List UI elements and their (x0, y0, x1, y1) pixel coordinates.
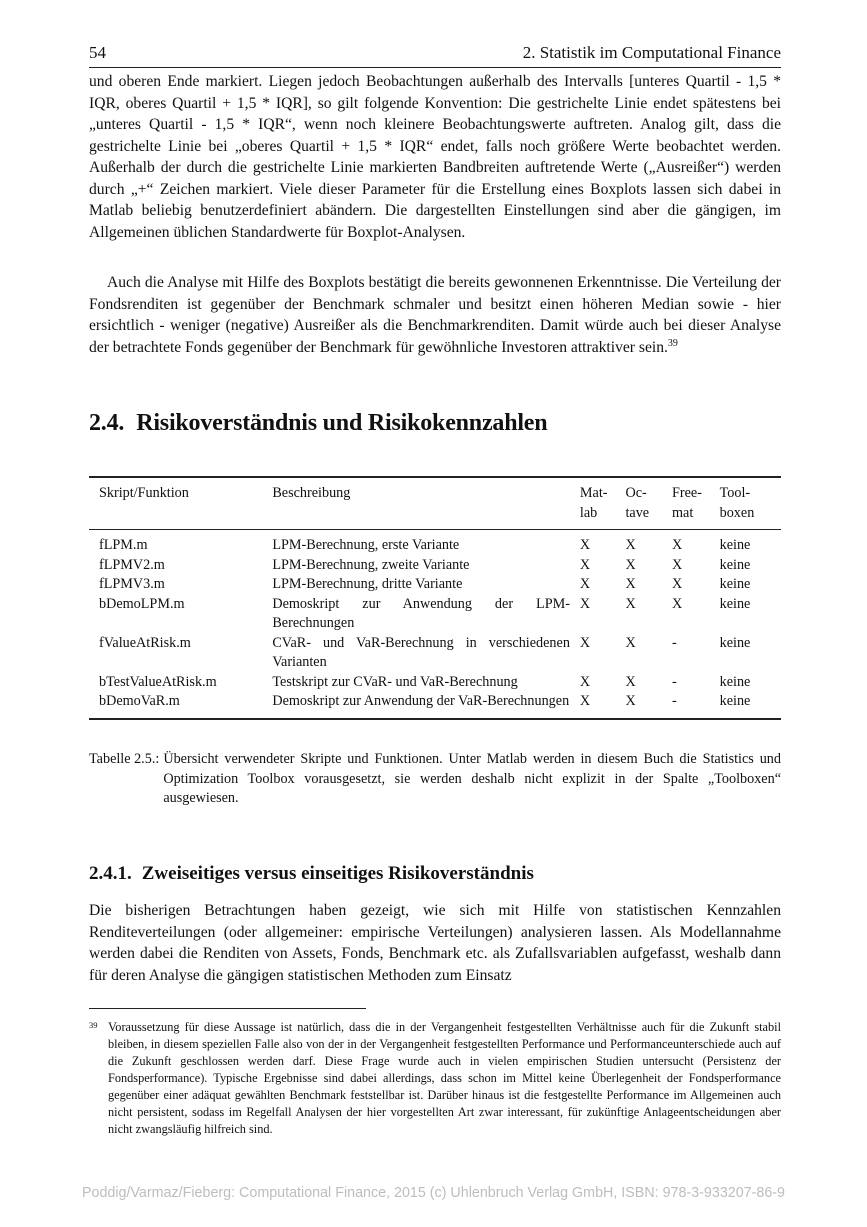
cell-freemat: X (672, 595, 683, 612)
table-row (89, 575, 781, 595)
paragraph-boxplot-convention: und oberen Ende markiert. Liegen jedoch Beobachtungen außerhalb des Intervalls [unteres Quartil - 1,5 * IQR, oberes Quartil + 1,5 * IQR], so gilt folgende Konvention: Die gestrichelte Linie endet spätestens bei „unteres Quartil - 1,5 * IQR“, wenn noch kleinere Beobachtungswerte auftreten. Analog gilt, dass die gestrichelte Linie bei „oberes Quartil + 1,5 * IQR“ endet, falls noch größere Werte beobachtet werden. Außerhalb der durch die gestrichelte Linie markierten Bandbreiten auftretende Werte („Ausreißer“) werden durch „+“ Zeichen markiert. Viele dieser Parameter für die Erstellung eines Boxplots lassen sich dabei in Matlab beliebig benutzerdefiniert abändern. Die dargestellten Einstellungen sind aber die gängigen, im Allgemeinen üblichen Standardwerte für Boxplot-Analysen. (89, 73, 781, 241)
cell-matlab: X (579, 576, 591, 592)
table-caption (89, 750, 781, 809)
col-header-description: Beschreibung (272, 485, 351, 501)
paragraph-text: Auch die Analyse mit Hilfe des Boxplots bestätigt die bereits gewonnenen Erkenntnisse. Die Verteilung der Fondsrenditen ist gegenüber der Benchmark schmaler und besitzt einen höheren Median sowie - hier ersichtlich - weniger (negative) Ausreißer als die Benchmarkrenditen. Damit würde auch bei dieser Analyse der betrachtete Fonds gegenüber der Benchmark für gewöhnliche Investoren attraktiver sein. (89, 274, 781, 356)
cell-description: CVaR- und VaR-Berechnung in verschiedenen Varianten (272, 634, 570, 670)
caption-label: Tabelle 2.5.: (89, 751, 160, 767)
cell-script: fLPM.m (99, 537, 148, 553)
cell-toolboxes: keine (719, 673, 751, 690)
cell-toolboxes: keine (719, 595, 751, 612)
cell-toolboxes: keine (719, 576, 751, 592)
caption-text: Übersicht verwendeter Skripte und Funktionen. Unter Matlab werden in diesem Buch die Statistics und Optimization Toolbox vorausgesetzt, sie werden deshalb nicht explizit in der Spalte „Toolboxen“ ausgewiesen. (163, 751, 781, 806)
cell-toolboxes: keine (719, 634, 751, 651)
cell-freemat: X (672, 576, 683, 592)
cell-freemat: X (672, 537, 683, 553)
footnote-text: Voraussetzung für diese Aussage ist natürlich, dass die in der Vergangenheit festgestellten Verhältnisse auch für die Zukunft stabil bleiben, in diesem speziellen Falle also von der in der Vergangenheit festgestellten Performance und Performanceunterschiede auch auf die Zukunft geschlossen werden darf. Diese Frage wurde auch in vielen empirischen Studien untersucht (Persistenz der Fondsperformance). Typische Ergebnisse sind dabei allerdings, dass schon im Mittel keine Überlegenheit der Fondsperformance gegenüber einer adäquat gewählten Benchmark feststellbar ist. Darüber hinaus ist die festgestellte Performance im Allgemeinen auch nicht persistent, sodass im Regelfall Analysen der hier vorgestellten Art zwar interessant, für zukünftige Anlageentscheidungen aber nicht zwangsläufig hilfreich sind. (108, 1020, 781, 1136)
scripts-table (89, 476, 781, 720)
col-header-toolboxes: Tool- boxen (719, 485, 755, 521)
subsection-title: Zweiseitiges versus einseitiges Risikoverständnis (141, 863, 534, 884)
cell-octave: X (625, 576, 636, 592)
cell-matlab: X (579, 556, 591, 573)
table-row (89, 530, 781, 556)
copyright-watermark: Poddig/Varmaz/Fieberg: Computational Finance, 2015 (c) Uhlenbruch Verlag GmbH, ISBN: 978-3-933207-86-9 (81, 1185, 786, 1201)
cell-script: fLPMV2.m (99, 556, 165, 573)
table-row (89, 692, 781, 719)
cell-matlab: X (579, 693, 591, 709)
chapter-title: 2. Statistik im Computational Finance (522, 43, 781, 62)
section-number: 2.4. (89, 410, 125, 436)
running-header (89, 43, 781, 68)
col-header-freemat: Free- mat (672, 485, 702, 521)
table-row (89, 673, 781, 693)
footnote-reference[interactable]: 39 (667, 337, 678, 349)
cell-octave: X (625, 693, 636, 709)
subsection-heading (89, 863, 534, 885)
table-header-row (89, 477, 781, 530)
cell-octave: X (625, 537, 636, 553)
cell-freemat: - (672, 693, 677, 709)
cell-matlab: X (579, 634, 591, 651)
table-row (89, 595, 781, 634)
cell-description: Demoskript zur Anwendung der VaR-Berechnungen (272, 693, 570, 709)
cell-script: bDemoVaR.m (99, 693, 180, 709)
col-header-script: Skript/Funktion (99, 485, 189, 501)
cell-description: Demoskript zur Anwendung der LPM-Berechnungen (272, 595, 570, 631)
cell-freemat: - (672, 673, 677, 690)
cell-toolboxes: keine (719, 693, 751, 709)
cell-octave: X (625, 634, 636, 651)
cell-matlab: X (579, 537, 591, 553)
cell-octave: X (625, 595, 636, 612)
cell-description: Testskript zur CVaR- und VaR-Berechnung (272, 673, 518, 690)
cell-script: fLPMV3.m (99, 576, 165, 592)
footnote (89, 1019, 781, 1138)
section-heading (89, 410, 547, 437)
cell-octave: X (625, 673, 636, 690)
section-title: Risikoverständnis und Risikokennzahlen (136, 410, 548, 436)
footnote-number: 39 (89, 1020, 98, 1030)
cell-description: LPM-Berechnung, dritte Variante (272, 576, 463, 592)
table-row (89, 556, 781, 576)
table-row (89, 634, 781, 673)
cell-octave: X (625, 556, 636, 573)
cell-description: LPM-Berechnung, zweite Variante (272, 556, 470, 573)
cell-toolboxes: keine (719, 556, 751, 573)
page-number: 54 (89, 43, 106, 62)
footnote-divider (89, 1008, 366, 1009)
paragraph-risk-understanding: Die bisherigen Betrachtungen haben gezeigt, wie sich mit Hilfe von statistischen Kennzahlen Renditeverteilungen (oder allgemeiner: empirische Verteilungen) analysieren lassen. Als Modellannahme werden dabei die Renditen von Assets, Fonds, Benchmark etc. als Zufallsvariablen aufgefasst, weshalb dann für deren Analyse die gängigen statistischen Methoden zum Einsatz (89, 902, 781, 984)
cell-freemat: - (672, 634, 677, 651)
col-header-octave: Oc- tave (625, 485, 650, 521)
cell-matlab: X (579, 673, 591, 690)
cell-script: fValueAtRisk.m (99, 634, 191, 651)
cell-script: bDemoLPM.m (99, 595, 185, 612)
subsection-number: 2.4.1. (89, 863, 132, 884)
cell-toolboxes: keine (719, 537, 751, 553)
cell-matlab: X (579, 595, 591, 612)
cell-description: LPM-Berechnung, erste Variante (272, 537, 460, 553)
col-header-matlab: Mat- lab (579, 485, 608, 521)
cell-script: bTestValueAtRisk.m (99, 673, 217, 690)
cell-freemat: X (672, 556, 683, 573)
paragraph-boxplot-analysis (89, 272, 781, 358)
